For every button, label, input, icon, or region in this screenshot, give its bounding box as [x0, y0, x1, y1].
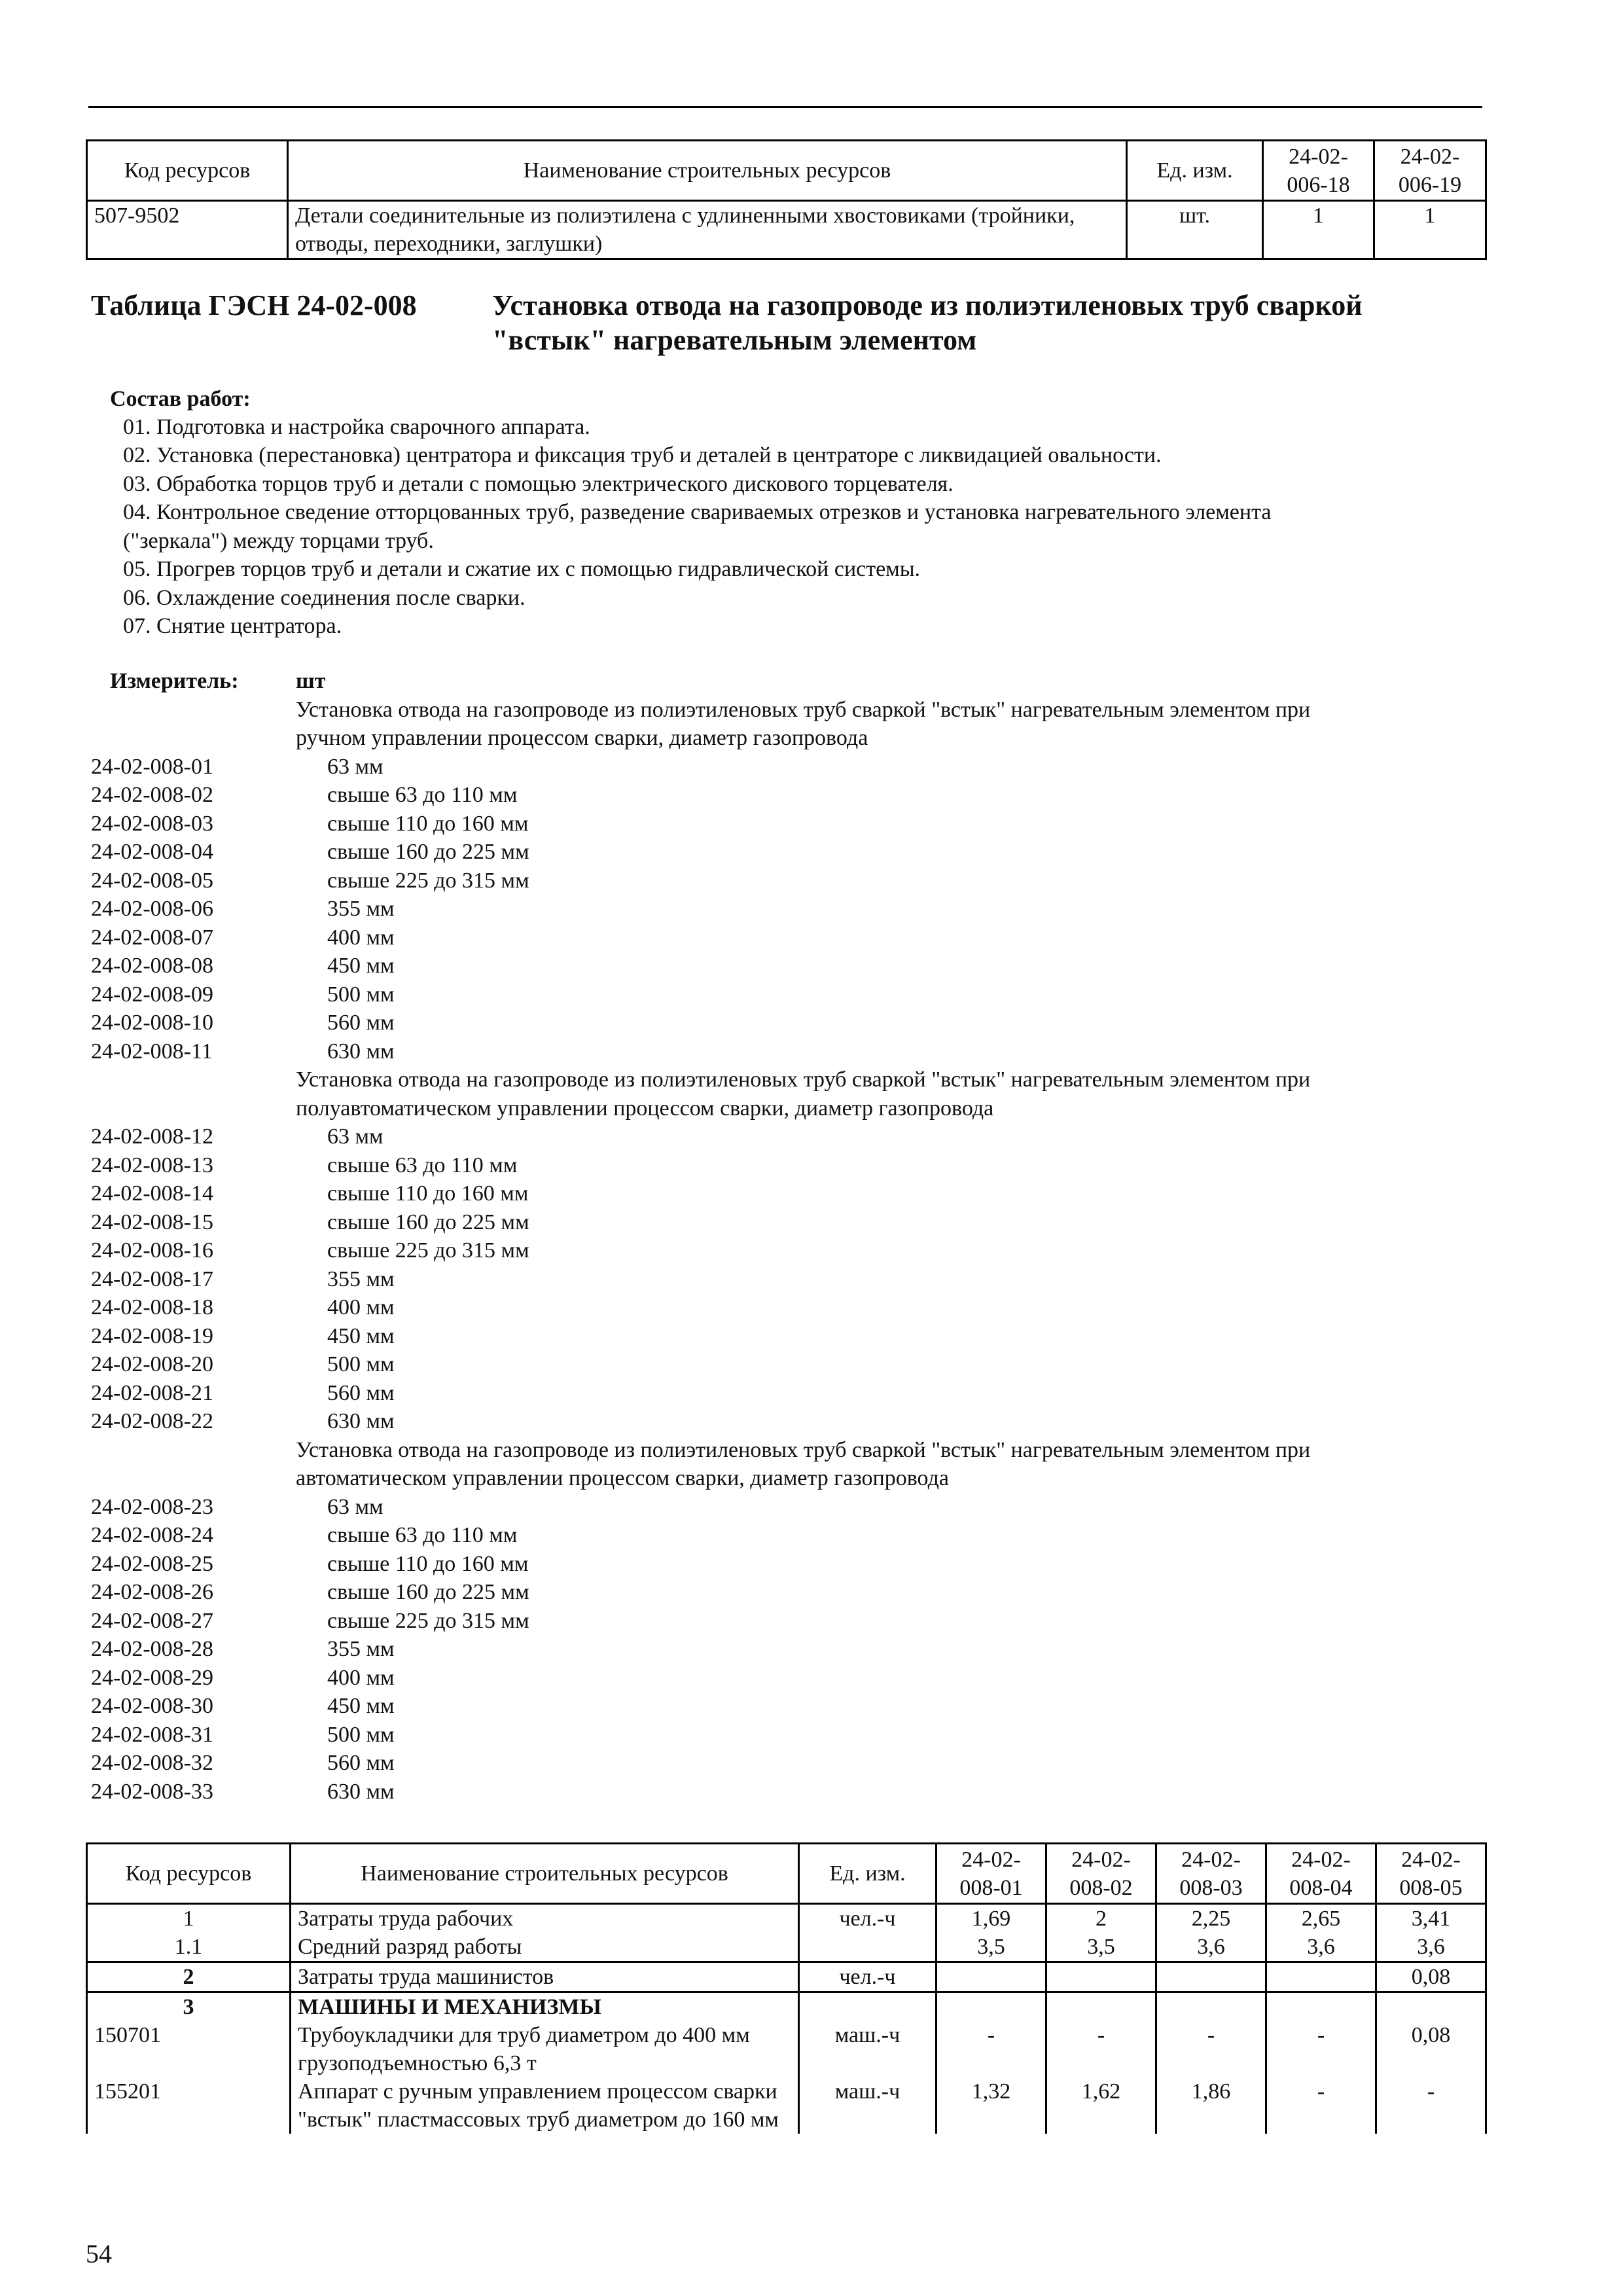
resource-value: [1266, 1962, 1376, 1992]
item-label: свыше 63 до 110 мм: [327, 1523, 518, 1547]
item-code: 24-02-008-33: [91, 1780, 213, 1804]
item-code: 24-02-008-06: [91, 897, 213, 921]
resource-value: 3,5: [1046, 1933, 1156, 1962]
item-label: 500 мм: [327, 982, 395, 1007]
item-code: 24-02-008-17: [91, 1267, 213, 1291]
resource-value: 2: [1046, 1904, 1156, 1933]
resource-name: МАШИНЫ И МЕХАНИЗМЫ: [291, 1992, 799, 2022]
resource-value: 1,32: [936, 2077, 1046, 2134]
item-code: 24-02-008-27: [91, 1609, 213, 1633]
table-row: [87, 2077, 1486, 2134]
item-label: свыше 225 до 315 мм: [327, 869, 529, 893]
resource-value: -: [1376, 2077, 1486, 2134]
work-item: 03. Обработка торцов труб и детали с помощью электрического дискового торцевателя.: [123, 472, 954, 496]
item-code: 24-02-008-30: [91, 1694, 213, 1718]
item-code: 24-02-008-21: [91, 1381, 213, 1405]
work-item: ("зеркала") между торцами труб.: [123, 529, 434, 553]
table-row: [87, 1933, 1486, 1962]
item-label: свыше 63 до 110 мм: [327, 783, 518, 807]
resource-value: 1,86: [1156, 2077, 1266, 2134]
item-code: 24-02-008-20: [91, 1352, 213, 1376]
table-row: [87, 1962, 1486, 1992]
item-label: 630 мм: [327, 1039, 395, 1064]
item-code: 24-02-008-04: [91, 840, 213, 864]
col-header-name: Наименование строительных ресурсов: [288, 141, 1127, 201]
resource-value: -: [1266, 2021, 1376, 2077]
resource-value: 1,62: [1046, 2077, 1156, 2134]
item-code: 24-02-008-02: [91, 783, 213, 807]
resource-value: 3,6: [1266, 1933, 1376, 1962]
resource-value: 3,6: [1376, 1933, 1486, 1962]
item-code: 24-02-008-14: [91, 1181, 213, 1206]
resource-name: Средний разряд работы: [291, 1933, 799, 1962]
resource-value: 3,6: [1156, 1933, 1266, 1962]
resource-value: [1046, 1992, 1156, 2022]
col-header-norm: 24-02- 008-02: [1046, 1844, 1156, 1904]
item-label: 400 мм: [327, 925, 395, 950]
resource-name: Затраты труда машинистов: [291, 1962, 799, 1992]
resource-value: 0,08: [1376, 1962, 1486, 1992]
resource-value: [1046, 1962, 1156, 1992]
resource-unit: маш.-ч: [799, 2077, 936, 2134]
item-label: 450 мм: [327, 954, 395, 978]
col-header-code: Код ресурсов: [87, 141, 288, 201]
col-header-norm: 24-02- 008-04: [1266, 1844, 1376, 1904]
resource-code: 3: [87, 1992, 291, 2022]
item-label: свыше 160 до 225 мм: [327, 840, 529, 864]
resource-code: 150701: [87, 2021, 291, 2077]
item-code: 24-02-008-09: [91, 982, 213, 1007]
item-code: 24-02-008-23: [91, 1495, 213, 1519]
col-header-unit: Ед. изм.: [1127, 141, 1263, 201]
item-label: 63 мм: [327, 1124, 383, 1149]
resource-value: [936, 1992, 1046, 2022]
group-description: Установка отвода на газопроводе из полиэтиленовых труб сваркой "встык" нагревательным элементом при: [296, 1067, 1311, 1092]
table-row: [87, 1904, 1486, 1933]
work-heading: Состав работ:: [110, 387, 251, 411]
resource-unit: чел.-ч: [799, 1904, 936, 1933]
resources-table: [86, 1842, 1487, 2134]
group-description: автоматическом управлении процессом сварки, диаметр газопровода: [296, 1466, 949, 1490]
col-header-unit: Ед. изм.: [799, 1844, 936, 1904]
resource-code: 2: [87, 1962, 291, 1992]
resources-table-continued: [86, 139, 1487, 260]
resource-unit: [799, 1933, 936, 1962]
group-description: ручном управлении процессом сварки, диаметр газопровода: [296, 726, 868, 750]
item-label: 355 мм: [327, 897, 395, 921]
item-label: свыше 225 до 315 мм: [327, 1609, 529, 1633]
col-header-norm: 24-02- 006-18: [1263, 141, 1374, 201]
resource-value: 1: [1263, 201, 1374, 259]
item-label: 630 мм: [327, 1780, 395, 1804]
resource-value: 2,25: [1156, 1904, 1266, 1933]
meter-label: Измеритель:: [110, 669, 239, 693]
item-label: свыше 160 до 225 мм: [327, 1580, 529, 1604]
item-code: 24-02-008-31: [91, 1723, 213, 1747]
work-item: 02. Установка (перестановка) центратора и фиксация труб и деталей в центраторе с ликвидацией овальности.: [123, 443, 1162, 467]
resource-value: [1376, 1992, 1486, 2022]
item-code: 24-02-008-11: [91, 1039, 213, 1064]
item-code: 24-02-008-32: [91, 1751, 213, 1775]
table-row: [87, 1992, 1486, 2022]
item-code: 24-02-008-22: [91, 1409, 213, 1433]
item-label: 63 мм: [327, 1495, 383, 1519]
work-item: 06. Охлаждение соединения после сварки.: [123, 586, 526, 610]
work-item: 01. Подготовка и настройка сварочного аппарата.: [123, 415, 590, 439]
resource-unit: чел.-ч: [799, 1962, 936, 1992]
col-header-norm: 24-02- 008-01: [936, 1844, 1046, 1904]
item-label: 500 мм: [327, 1723, 395, 1747]
group-description: полуавтоматическом управлении процессом сварки, диаметр газопровода: [296, 1096, 994, 1121]
resource-value: 0,08: [1376, 2021, 1486, 2077]
item-code: 24-02-008-28: [91, 1637, 213, 1661]
resource-value: [936, 1962, 1046, 1992]
resource-unit: маш.-ч: [799, 2021, 936, 2077]
item-code: 24-02-008-10: [91, 1011, 213, 1035]
item-label: 400 мм: [327, 1666, 395, 1690]
item-label: свыше 225 до 315 мм: [327, 1238, 529, 1263]
resource-value: [1156, 1992, 1266, 2022]
resource-name: Затраты труда рабочих: [291, 1904, 799, 1933]
work-item: 05. Прогрев торцов труб и детали и сжатие их с помощью гидравлической системы.: [123, 557, 921, 581]
item-code: 24-02-008-24: [91, 1523, 213, 1547]
resource-value: [1156, 1962, 1266, 1992]
resource-value: -: [1156, 2021, 1266, 2077]
item-code: 24-02-008-05: [91, 869, 213, 893]
item-code: 24-02-008-15: [91, 1210, 213, 1234]
item-label: свыше 63 до 110 мм: [327, 1153, 518, 1177]
resource-value: 3,41: [1376, 1904, 1486, 1933]
item-code: 24-02-008-26: [91, 1580, 213, 1604]
table-row: [87, 201, 1486, 259]
work-item: 07. Снятие центратора.: [123, 614, 342, 638]
item-code: 24-02-008-08: [91, 954, 213, 978]
item-label: 560 мм: [327, 1011, 395, 1035]
resource-value: 2,65: [1266, 1904, 1376, 1933]
table-row: [87, 2021, 1486, 2077]
item-label: 355 мм: [327, 1267, 395, 1291]
resource-name: Трубоукладчики для труб диаметром до 400 мм грузоподъемностью 6,3 т: [291, 2021, 799, 2077]
resource-name: Детали соединительные из полиэтилена с удлиненными хвостовиками (тройники, отводы, переходники, заглушки): [288, 201, 1127, 259]
item-code: 24-02-008-25: [91, 1552, 213, 1576]
item-code: 24-02-008-03: [91, 812, 213, 836]
resource-value: -: [1266, 2077, 1376, 2134]
item-code: 24-02-008-16: [91, 1238, 213, 1263]
item-label: 63 мм: [327, 755, 383, 779]
item-label: свыше 160 до 225 мм: [327, 1210, 529, 1234]
resource-code: 507-9502: [87, 201, 288, 259]
table-caption: Установка отвода на газопроводе из полиэтиленовых труб сваркой "встык" нагревательным элементом: [492, 289, 1363, 356]
col-header-norm: 24-02- 006-19: [1374, 141, 1486, 201]
resource-value: 3,5: [936, 1933, 1046, 1962]
table-title: Таблица ГЭСН 24-02-008: [91, 289, 417, 321]
page-number: 54: [86, 2239, 112, 2269]
item-code: 24-02-008-07: [91, 925, 213, 950]
item-code: 24-02-008-19: [91, 1324, 213, 1348]
col-header-code: Код ресурсов: [87, 1844, 291, 1904]
resource-value: -: [1046, 2021, 1156, 2077]
item-label: 450 мм: [327, 1324, 395, 1348]
item-label: 355 мм: [327, 1637, 395, 1661]
resource-value: 1: [1374, 201, 1486, 259]
resource-unit: [799, 1992, 936, 2022]
item-label: 630 мм: [327, 1409, 395, 1433]
item-code: 24-02-008-18: [91, 1295, 213, 1319]
resource-value: -: [936, 2021, 1046, 2077]
resource-name: Аппарат с ручным управлением процессом сварки "встык" пластмассовых труб диаметром до 160 мм: [291, 2077, 799, 2134]
resource-value: 1,69: [936, 1904, 1046, 1933]
item-code: 24-02-008-01: [91, 755, 213, 779]
item-label: 560 мм: [327, 1751, 395, 1775]
item-label: 500 мм: [327, 1352, 395, 1376]
item-label: 450 мм: [327, 1694, 395, 1718]
header-rule: [88, 106, 1482, 108]
item-label: свыше 110 до 160 мм: [327, 812, 529, 836]
item-code: 24-02-008-29: [91, 1666, 213, 1690]
resource-code: 1: [87, 1904, 291, 1933]
item-code: 24-02-008-12: [91, 1124, 213, 1149]
meter-value: шт: [296, 669, 326, 693]
item-label: 560 мм: [327, 1381, 395, 1405]
col-header-name: Наименование строительных ресурсов: [291, 1844, 799, 1904]
resource-code: 155201: [87, 2077, 291, 2134]
resource-code: 1.1: [87, 1933, 291, 1962]
work-item: 04. Контрольное сведение отторцованных труб, разведение свариваемых отрезков и установка нагревательного элемента: [123, 500, 1272, 524]
col-header-norm: 24-02- 008-03: [1156, 1844, 1266, 1904]
group-description: Установка отвода на газопроводе из полиэтиленовых труб сваркой "встык" нагревательным элементом при: [296, 698, 1311, 722]
item-label: свыше 110 до 160 мм: [327, 1181, 529, 1206]
resource-value: [1266, 1992, 1376, 2022]
item-label: свыше 110 до 160 мм: [327, 1552, 529, 1576]
item-code: 24-02-008-13: [91, 1153, 213, 1177]
group-description: Установка отвода на газопроводе из полиэтиленовых труб сваркой "встык" нагревательным элементом при: [296, 1438, 1311, 1462]
resource-unit: шт.: [1127, 201, 1263, 259]
item-label: 400 мм: [327, 1295, 395, 1319]
col-header-norm: 24-02- 008-05: [1376, 1844, 1486, 1904]
